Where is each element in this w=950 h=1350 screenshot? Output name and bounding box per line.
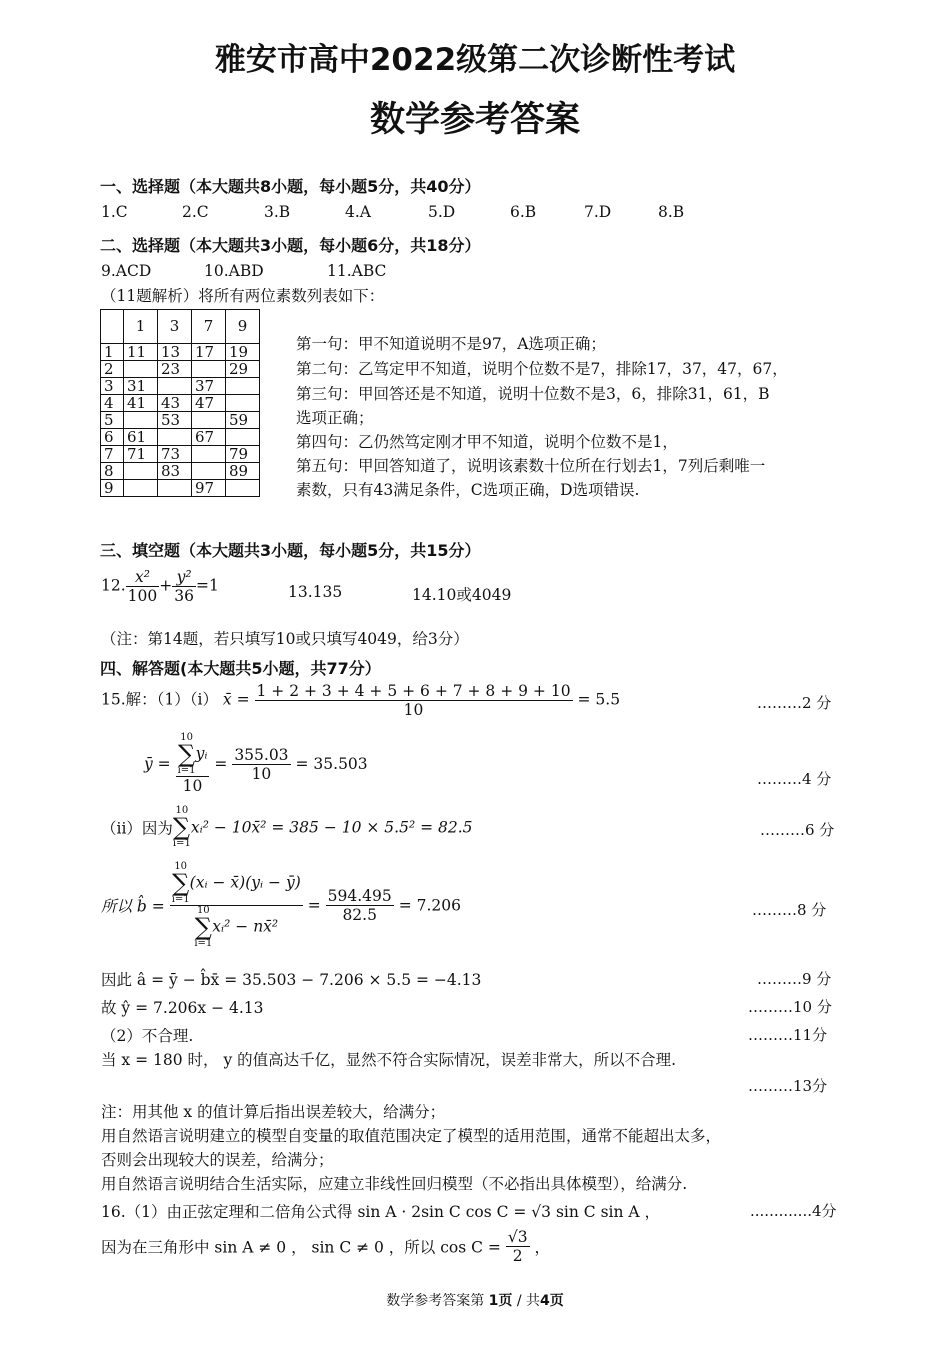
section4-heading: 四、解答题(本大题共5小题，共77分） [100,659,381,678]
table-cell: 31 [124,378,158,395]
table-cell: 3 [101,378,124,395]
table-cell [192,412,226,429]
table-row [101,429,260,446]
table-cell [124,463,158,480]
xbar-fraction: $\frac{1 + 2 + 3 + 4 + 5 + 6 + 7 + 8 + 9 + 10}{10}$ [256,682,571,719]
q15-a-line: 因此 â = ȳ − b̂x̄ = 35.503 − 7.206 × 5.5 = −4.13 [101,971,482,989]
table-cell: 17 [192,344,226,361]
ybar-eq-fraction: $\frac{355.03}{10}$ [234,745,289,783]
analysis-line: 第三句：甲回答还是不知道，说明十位数不是3，6，排除31，61，B [296,385,770,403]
answer-item: 3.B [264,203,291,221]
table-cell: 73 [158,446,192,463]
answer-item: 10.ABD [204,262,264,280]
q12-plus: + [159,576,173,595]
score-mark: .............4分 [750,1202,837,1220]
analysis-line: 第二句：乙笃定甲不知道，说明个位数不是7，排除17，37，47，67， [296,360,788,378]
document-title: 雅安市高中2022级第二次诊断性考试 [214,42,736,78]
q14-answer: 14.10或4049 [412,586,512,604]
table-cell [124,412,158,429]
answer-item: 4.A [345,203,371,221]
analysis-line: 第四句：乙仍然笃定刚才甲不知道，说明个位数不是1， [296,433,678,451]
table-cell: 9 [226,310,260,344]
table-row [101,361,260,378]
score-mark: ………9 分 [757,970,832,988]
score-mark: ………2 分 [757,694,832,712]
b-eq-fraction: $\frac{594.495}{82.5}$ [327,887,392,924]
score-mark: ………13分 [748,1077,828,1095]
q15-note: 用自然语言说明结合生活实际，应建立非线性回归模型（不必指出具体模型），给满分. [101,1175,688,1193]
answer-item: 9.ACD [101,262,152,280]
table-cell [192,463,226,480]
table-cell [226,395,260,412]
table-cell: 7 [101,446,124,463]
analysis-line: 素数，只有43满足条件，C选项正确，D选项错误. [296,481,640,499]
q15-part2-reason: 当 x = 180 时， y 的值高达千亿，显然不符合实际情况，误差非常大，所以不合理. [101,1051,677,1069]
table-cell: 1 [101,344,124,361]
table-cell: 19 [226,344,260,361]
q16-line1: 16.（1）由正弦定理和二倍角公式得 sin A · 2sin C cos C = √3 sin C sin A ， [101,1203,661,1221]
table-cell [158,429,192,446]
ybar-fraction: 10 ∑ i=1 yᵢ 10 [177,732,208,795]
table-cell [158,480,192,497]
sigma-icon: ∑ [172,869,190,897]
table-cell [158,378,192,395]
table-cell: 67 [192,429,226,446]
prime-table [100,309,260,497]
q15-note: 否则会出现较大的误差，给满分； [101,1151,334,1169]
section3-note: （注：第14题，若只填写10或只填写4049，给3分） [101,630,469,648]
analysis-line: 选项正确； [296,409,374,427]
q15-b-line: 所以 b̂ = 10 ∑ i=1 (xᵢ − x̄)(yᵢ − ȳ) 10 ∑ i=1 xᵢ² − nx̄² = $\frac{594.495}{82.5}$ = 7.206 [101,861,461,949]
answer-item: 8.B [658,203,685,221]
section1-heading: 一、选择题（本大题共8小题，每小题5分，共40分） [100,177,481,196]
q11-analysis-intro: （11题解析）将所有两位素数列表如下： [101,287,385,305]
q16-line2: 因为在三角形中 sin A ≠ 0 ， sin C ≠ 0 ，所以 cos C = $\frac{√3}{2}$ ， [101,1228,551,1265]
sigma-icon: ∑ [194,913,212,941]
table-cell: 7 [192,310,226,344]
table-cell: 11 [124,344,158,361]
document-subtitle: 数学参考答案 [369,100,580,140]
q12-fraction-1: $\frac{\text{x²}}{100}$ [127,568,158,605]
q12-prefix: 12. [101,576,126,595]
table-row [101,480,260,497]
analysis-line: 第五句：甲回答知道了，说明该素数十位所在行划去1，7列后剩唯一 [296,457,766,475]
q12-eq: =1 [195,576,219,595]
table-cell [101,310,124,344]
table-cell: 53 [158,412,192,429]
page-total: 4页 [540,1293,564,1309]
table-cell: 37 [192,378,226,395]
table-cell: 47 [192,395,226,412]
analysis-line: 第一句：甲不知道说明不是97，A选项正确； [296,335,606,353]
section1-answers [101,203,684,221]
table-row [101,395,260,412]
q15-note: 注：用其他 x 的值计算后指出误差较大，给满分； [101,1103,446,1121]
q12-fraction-2: $\frac{\text{y²}}{36}$ [174,568,194,605]
table-cell [192,361,226,378]
table-cell: 71 [124,446,158,463]
sigma-icon: ∑ [178,740,196,768]
answer-item: 1.C [101,203,128,221]
table-cell: 13 [158,344,192,361]
answer-item: 6.B [510,203,537,221]
table-cell: 89 [226,463,260,480]
table-cell [226,429,260,446]
table-header-row [101,310,260,344]
b-fraction: 10 ∑ i=1 (xᵢ − x̄)(yᵢ − ȳ) 10 ∑ i=1 xᵢ² − nx̄² [171,861,301,949]
table-cell [124,480,158,497]
table-cell: 79 [226,446,260,463]
page-number: 1页 [488,1293,513,1309]
q12-answer [101,568,219,605]
q13-answer: 13.135 [288,583,343,601]
table-cell: 8 [101,463,124,480]
score-mark: ………6 分 [760,821,835,839]
table-cell: 5 [101,412,124,429]
sigma-icon: ∑ [172,813,191,841]
table-cell [124,361,158,378]
q15-ybar-line: ȳ = 10 ∑ i=1 yᵢ 10 = $\frac{355.03}{10}$ = 35.503 [144,732,368,795]
table-cell: 23 [158,361,192,378]
table-cell: 4 [101,395,124,412]
score-mark: ………11分 [748,1026,828,1044]
table-cell: 2 [101,361,124,378]
section3-heading: 三、填空题（本大题共3小题，每小题5分，共15分） [100,541,481,560]
answer-item: 7.D [584,203,612,221]
table-row [101,344,260,361]
table-cell: 97 [192,480,226,497]
table-row [101,378,260,395]
q15-yhat-line: 故 ŷ = 7.206x − 4.13 [101,999,264,1017]
table-cell: 3 [158,310,192,344]
table-cell: 1 [124,310,158,344]
table-row [101,446,260,463]
table-cell: 9 [101,480,124,497]
table-cell: 29 [226,361,260,378]
q15-ii-line: （ii）因为 10 ∑ i=1 xᵢ² − 10x̄² = 385 − 10 × 5.5² = 82.5 [101,805,473,849]
cos-fraction: $\frac{√3}{2}$ [507,1228,528,1265]
table-cell [226,378,260,395]
q15-part2: （2）不合理. [101,1027,194,1045]
section2-answers [101,262,386,280]
table-cell: 43 [158,395,192,412]
answer-item: 11.ABC [327,262,387,280]
score-mark: ………8 分 [752,901,827,919]
table-cell: 83 [158,463,192,480]
table-cell [192,446,226,463]
table-cell: 61 [124,429,158,446]
table-cell [226,480,260,497]
table-row [101,412,260,429]
answer-item: 2.C [182,203,209,221]
table-cell: 6 [101,429,124,446]
answer-item: 5.D [428,203,456,221]
q15-note: 用自然语言说明建立的模型自变量的取值范围决定了模型的适用范围，通常不能超出太多， [101,1127,722,1145]
q15-xbar-line: 15.解：（1）（i） x̄ = $\frac{1 + 2 + 3 + 4 + 5 + 6 + 7 + 8 + 9 + 10}{10}$ = 5.5 [101,682,621,719]
section2-heading: 二、选择题（本大题共3小题，每小题6分，共18分） [100,236,481,255]
score-mark: ………4 分 [757,770,832,788]
table-row [101,463,260,480]
score-mark: ………10 分 [748,998,832,1016]
table-cell: 59 [226,412,260,429]
page-footer: 数学参考答案第 1页 / 共4页 [386,1293,564,1309]
table-cell: 41 [124,395,158,412]
